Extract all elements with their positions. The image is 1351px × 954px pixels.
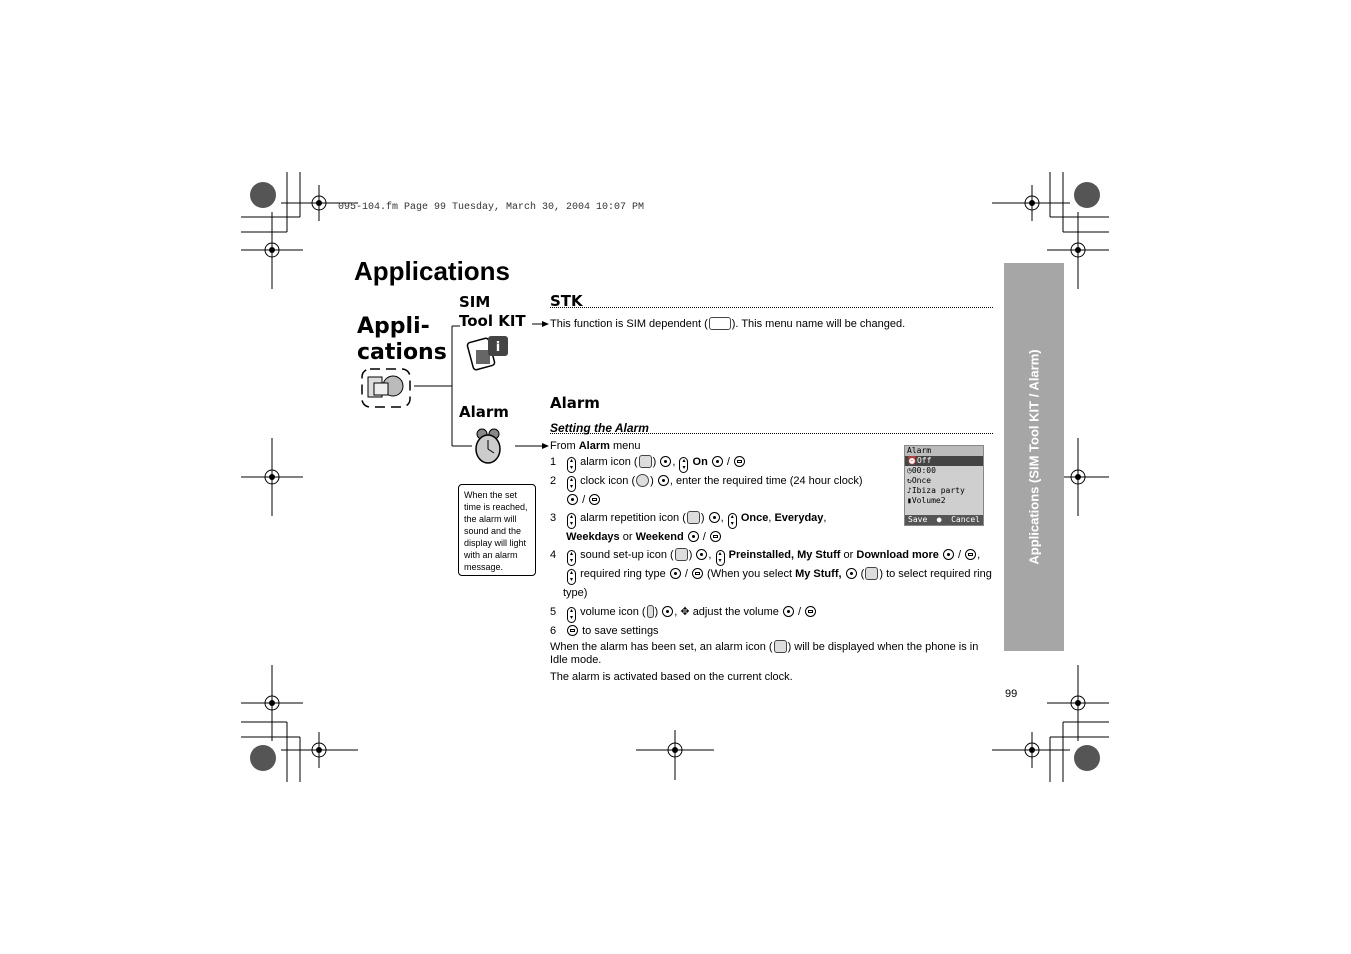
nav-key-icon: ▴ ▾ xyxy=(679,457,688,473)
step-6 xyxy=(550,623,995,639)
step-text: ) xyxy=(652,456,657,468)
bell-icon xyxy=(675,548,688,561)
select-key-icon xyxy=(670,568,681,579)
from-prefix: From xyxy=(550,440,579,452)
nav-key-icon: ▴ ▾ xyxy=(567,569,576,585)
nav-key-icon: ▴ ▾ xyxy=(567,607,576,623)
step-number: 1 xyxy=(550,456,557,468)
note-text: When the alarm has been set, an alarm icon ( xyxy=(550,641,773,653)
select-key-icon xyxy=(660,456,671,467)
step-text: type) xyxy=(563,587,588,599)
step-number: 2 xyxy=(550,475,557,487)
step-number: 6 xyxy=(550,625,557,637)
step-text: clock icon ( xyxy=(580,475,636,487)
alarm-note-box: When the set time is reached, the alarm will sound and the display will light with an alarm message. xyxy=(458,484,536,576)
comma: , xyxy=(977,549,981,561)
or: or xyxy=(619,531,636,543)
repeat-small-icon: ↻ xyxy=(907,476,912,485)
alarm-clock-icon xyxy=(470,426,504,466)
page-title: Applications xyxy=(354,256,511,286)
alarm-small-icon: ⏰ xyxy=(907,456,917,465)
side-tab xyxy=(1004,263,1064,651)
slash: / xyxy=(582,494,586,506)
nav-key-icon: ▴ ▾ xyxy=(567,513,576,529)
setting-alarm-subheading: Setting the Alarm xyxy=(550,421,649,435)
repetition-icon xyxy=(687,511,700,524)
print-header: 095-104.fm Page 99 Tuesday, March 30, 2004 10:07 PM xyxy=(338,202,645,213)
sim-card-icon xyxy=(709,317,731,330)
step-number: 4 xyxy=(550,549,557,561)
step-text: ) xyxy=(654,606,659,618)
soft-key-icon xyxy=(805,606,816,617)
option-everyday: Everyday xyxy=(774,512,824,524)
menu-title-line-1: Appli- xyxy=(357,314,430,339)
step-4 xyxy=(550,547,995,601)
comma: , xyxy=(823,512,827,524)
option-weekdays: Weekdays xyxy=(566,531,620,543)
option-my-stuff: My Stuff, xyxy=(795,568,842,580)
four-way-nav-icon: ✥ xyxy=(680,606,690,618)
screen-row-repeat xyxy=(905,476,983,486)
slash: / xyxy=(798,606,802,618)
soft-key-icon xyxy=(567,625,578,636)
slash: / xyxy=(958,549,962,561)
alarm-screen-preview xyxy=(904,445,984,526)
nav-key-icon: ▴ ▾ xyxy=(716,550,725,566)
step-2 xyxy=(550,473,890,508)
comma: , xyxy=(768,512,772,524)
select-key-icon xyxy=(696,549,707,560)
nav-key-icon: ▴ ▾ xyxy=(567,457,576,473)
step-text: (When you select xyxy=(707,568,796,580)
volume-icon xyxy=(647,605,654,618)
step-text: volume icon ( xyxy=(580,606,646,618)
setting-alarm-row xyxy=(550,419,993,434)
screen-row-text: 00:00 xyxy=(911,466,936,475)
screen-row-volume xyxy=(905,496,983,506)
slash: / xyxy=(726,456,730,468)
stk-description xyxy=(550,316,905,332)
side-tab-label: Applications (SIM Tool KIT / Alarm) xyxy=(1026,349,1042,565)
step-text: , xyxy=(720,512,724,524)
select-key-icon xyxy=(709,512,720,523)
applications-icon xyxy=(360,367,412,409)
select-key-icon xyxy=(658,475,669,486)
step-text: , xyxy=(672,456,676,468)
screen-row-time xyxy=(905,466,983,476)
soft-key-icon xyxy=(965,549,976,560)
option-on: On xyxy=(692,456,708,468)
alarm-set-note xyxy=(550,640,995,667)
clock-small-icon: ◷ xyxy=(907,466,912,475)
step-number: 5 xyxy=(550,606,557,618)
page-number: 99 xyxy=(1005,688,1018,700)
step-text: adjust the volume xyxy=(692,606,779,618)
select-key-icon xyxy=(943,549,954,560)
step-5 xyxy=(550,604,995,623)
from-bold: Alarm xyxy=(578,440,610,452)
soft-key-icon xyxy=(710,531,721,542)
nav-key-icon: ▴ ▾ xyxy=(728,513,737,529)
step-text: ) xyxy=(688,549,693,561)
stk-text-before: This function is SIM dependent ( xyxy=(550,318,708,330)
speaker-icon xyxy=(865,567,878,580)
slash: / xyxy=(702,531,706,543)
alarm-icon xyxy=(774,640,787,653)
select-key-icon xyxy=(567,494,578,505)
step-text: , xyxy=(674,606,678,618)
screen-row-text: Ibiza party xyxy=(911,486,965,495)
sim-label-line-2: Tool KIT xyxy=(459,312,526,330)
select-key-icon xyxy=(712,456,723,467)
step-text: alarm repetition icon ( xyxy=(580,512,686,524)
option-once: Once xyxy=(740,512,769,524)
svg-text:i: i xyxy=(495,340,501,355)
select-key-icon xyxy=(662,606,673,617)
soft-key-icon xyxy=(692,568,703,579)
screen-row-text: Off xyxy=(916,456,932,465)
screen-select-icon: ● xyxy=(936,515,942,524)
screen-title: Alarm xyxy=(905,446,983,456)
stk-text-after: ). This menu name will be changed. xyxy=(731,318,906,330)
step-text: ( xyxy=(860,568,865,580)
alarm-clock-note: The alarm is activated based on the current clock. xyxy=(550,671,793,683)
alarm-heading: Alarm xyxy=(550,394,600,412)
screen-row-text: Volume2 xyxy=(911,496,946,505)
sim-label-line-1: SIM xyxy=(459,293,491,311)
volume-small-icon: ▮ xyxy=(907,496,912,505)
step-number: 3 xyxy=(550,512,557,524)
alarm-menu-label: Alarm xyxy=(459,403,509,421)
menu-title-line-2: cations xyxy=(357,340,447,365)
from-suffix: menu xyxy=(609,440,641,452)
screen-row-off xyxy=(905,456,983,466)
option-weekend: Weekend xyxy=(635,531,684,543)
step-text: ) xyxy=(650,475,654,487)
step-text: to save settings xyxy=(582,625,659,637)
select-key-icon xyxy=(688,531,699,542)
step-text: alarm icon ( xyxy=(580,456,638,468)
screen-cancel-label: Cancel xyxy=(951,515,980,524)
stk-heading-row xyxy=(550,292,993,308)
step-text: ) to select required ring xyxy=(879,568,992,580)
nav-key-icon: ▴ ▾ xyxy=(567,550,576,566)
note-text: ) will be displayed when the phone is in xyxy=(787,641,979,653)
screen-row-sound xyxy=(905,486,983,496)
select-key-icon xyxy=(846,568,857,579)
step-text: ) xyxy=(700,512,705,524)
step-text: required ring type xyxy=(580,568,666,580)
clock-icon xyxy=(636,474,649,487)
nav-key-icon: ▴ ▾ xyxy=(567,476,576,492)
bell-small-icon: ♪ xyxy=(907,486,912,495)
step-text: , enter the required time (24 hour clock) xyxy=(669,475,863,487)
option-preinstalled: Preinstalled, My Stuff xyxy=(728,549,841,561)
select-key-icon xyxy=(783,606,794,617)
screen-softkeys xyxy=(905,515,983,525)
or: or xyxy=(840,549,857,561)
step-text: sound set-up icon ( xyxy=(580,549,674,561)
step-text: , xyxy=(708,549,712,561)
stk-heading: STK xyxy=(550,292,583,310)
soft-key-icon xyxy=(589,494,600,505)
sim-toolkit-icon xyxy=(466,334,510,376)
screen-row-text: Once xyxy=(911,476,932,485)
soft-key-icon xyxy=(734,456,745,467)
slash: / xyxy=(684,568,688,580)
alarm-icon xyxy=(639,455,652,468)
sim-toolkit-label xyxy=(459,293,526,331)
option-download-more: Download more xyxy=(856,549,939,561)
screen-save-label: Save xyxy=(908,515,928,524)
note-text: Idle mode. xyxy=(550,654,602,666)
